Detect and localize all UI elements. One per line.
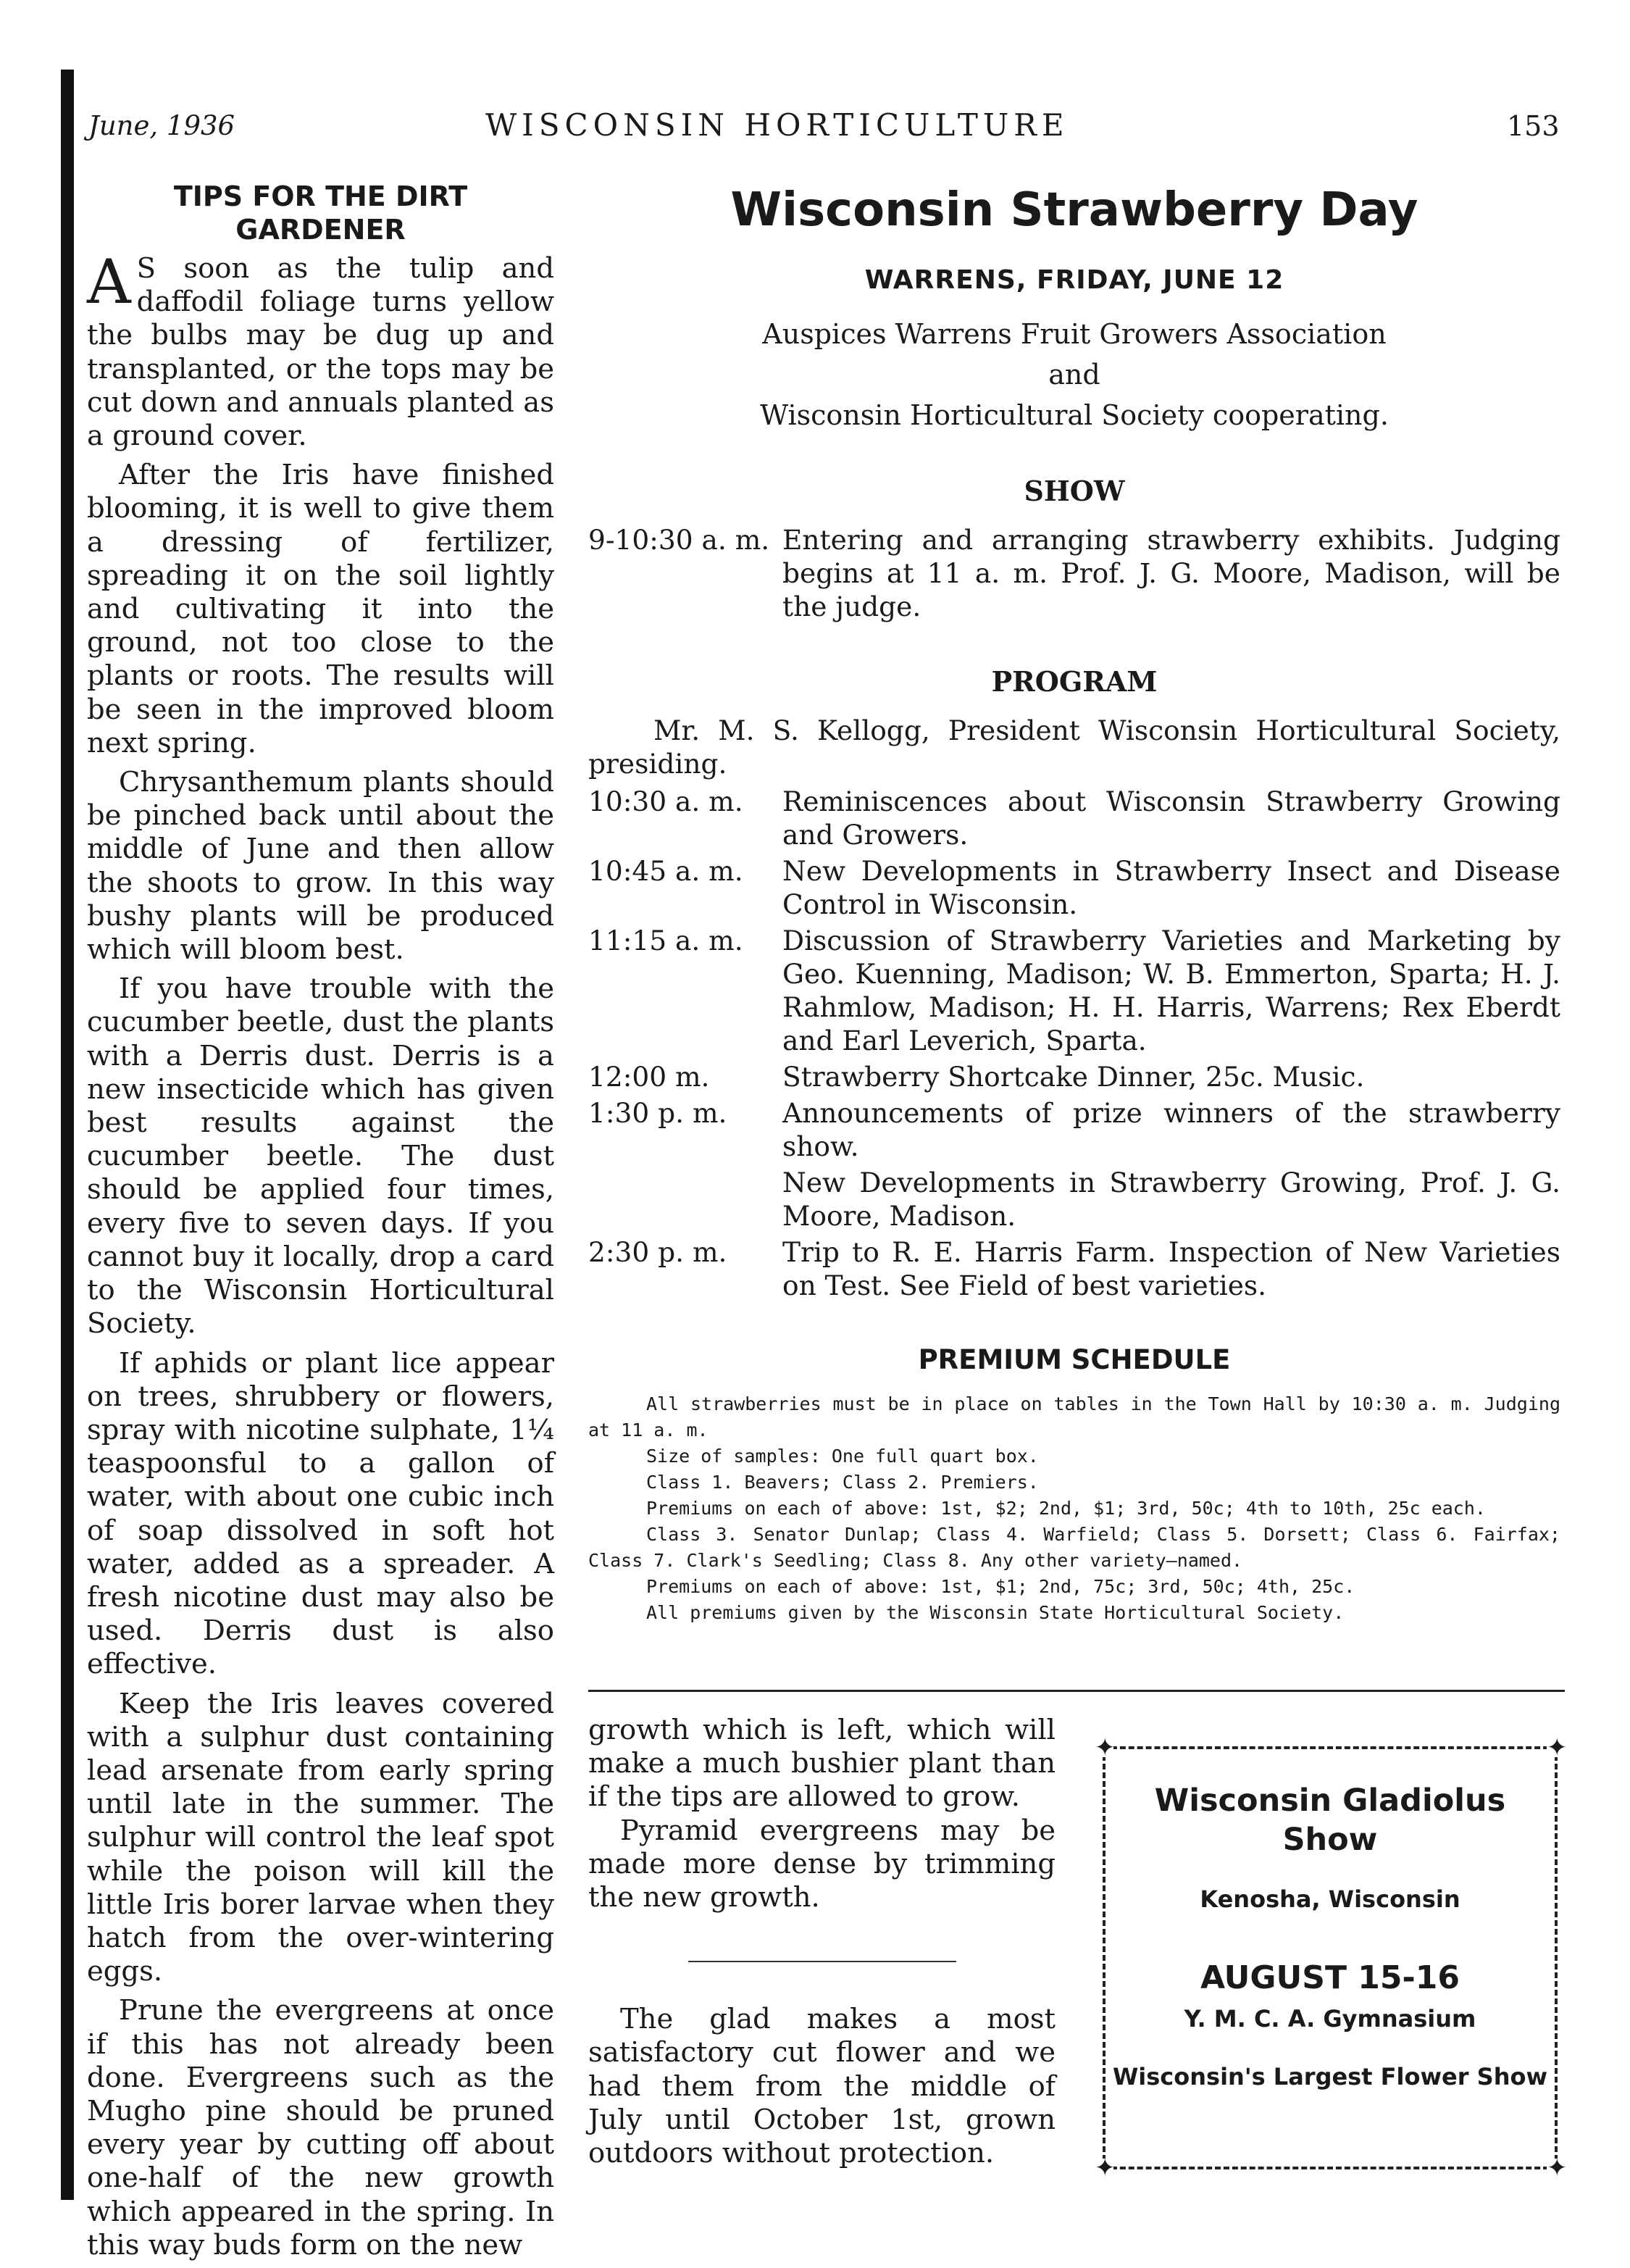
tips-paragraph-4: If you have trouble with the cucumber beetle, dust the plants with a Derris dust. Derris is a new insecticide which has given best results against the cucumber beetle. The dust should be applied four times, every five to seven days. If you cannot buy it locally, drop a card to the Wisconsin Horticultural Society. <box>87 972 554 1341</box>
premium-line: Premiums on each of above: 1st, $2; 2nd, $1; 3rd, 50c; 4th to 10th, 25c each. <box>646 1498 1486 1519</box>
page-binding-bar <box>61 70 74 2200</box>
tips-paragraph-2: After the Iris have finished blooming, it is well to give them a dressing of fertilizer, spreading it on the soil lightly and cultivating it into the ground, not too close to the plants or roots. The results will be seen in the improved bloom next spring. <box>87 459 554 759</box>
ornament-icon: ✦ <box>1095 2154 1116 2182</box>
tips-paragraph-3: Chrysanthemum plants should be pinched back until about the middle of June and then allow the shoots to grow. In this way bushy plants will be produced which will bloom best. <box>87 766 554 967</box>
tips-paragraph-5: If aphids or plant lice appear on trees, shrubbery or flowers, spray with nicotine sulphate, 1¼ teaspoonsful to a gallon of water, with about one cubic inch of soap dissolved in soft hot water, added as a spreader. A fresh nicotine dust may also be used. Derris dust is also effective. <box>87 1346 554 1681</box>
strawberry-day-article <box>588 181 1560 1626</box>
premium-line: All premiums given by the Wisconsin State Horticultural Society. <box>646 1602 1345 1623</box>
schedule-desc: Trip to R. E. Harris Farm. Inspection of New Varieties on Test. See Field of best varieties. <box>782 1236 1560 1301</box>
auspices-line-1: Auspices Warrens Fruit Growers Association <box>762 318 1387 350</box>
schedule-row <box>588 785 1560 854</box>
program-schedule <box>588 785 1560 1305</box>
schedule-time: 12:00 m. <box>588 1061 710 1093</box>
gladiolus-location: Kenosha, Wisconsin <box>1200 1885 1460 1913</box>
schedule-desc: Strawberry Shortcake Dinner, 25c. Music. <box>782 1061 1365 1093</box>
continued-paragraph-1: growth which is left, which will make a much bushier plant than if the tips are allowed to grow. <box>588 1714 1056 1814</box>
schedule-desc: Discussion of Strawberry Varieties and Marketing by Geo. Kuenning, Madison; W. B. Emmerton, Sparta; H. J. Rahmlow, Madison; H. H. Harris, Warrens; Rex Eberdt and Earl Leverich, Sparta. <box>782 925 1560 1056</box>
gladiolus-venue: Y. M. C. A. Gymnasium <box>1184 2005 1476 2033</box>
premium-heading: PREMIUM SCHEDULE <box>918 1344 1231 1375</box>
glad-paragraph: The glad makes a most satisfactory cut flower and we had them from the middle of July until October 1st, grown outdoors without protection. <box>588 2003 1056 2170</box>
premium-line: Premiums on each of above: 1st, $1; 2nd, 75c; 3rd, 50c; 4th, 25c. <box>646 1576 1355 1597</box>
schedule-time: 2:30 p. m. <box>588 1236 727 1268</box>
schedule-desc: Entering and arranging strawberry exhibits. Judging begins at 11 a. m. Prof. J. G. Moore, Madison, will be the judge. <box>782 524 1560 622</box>
schedule-row <box>588 523 1560 626</box>
page-number: 153 <box>1507 110 1560 142</box>
schedule-desc: Reminiscences about Wisconsin Strawberry Growing and Growers. <box>782 785 1560 851</box>
premium-schedule <box>588 1391 1560 1626</box>
event-auspices <box>588 314 1560 435</box>
schedule-time: 10:30 a. m. <box>588 785 743 817</box>
section-divider <box>588 1690 1565 1692</box>
ornament-icon: ✦ <box>1547 1733 1568 1762</box>
gladiolus-show-ad <box>1095 1733 1568 2182</box>
schedule-desc: New Developments in Strawberry Insect and Disease Control in Wisconsin. <box>782 855 1560 920</box>
show-schedule <box>588 523 1560 626</box>
schedule-row <box>588 1166 1560 1235</box>
gladiolus-tagline: Wisconsin's Largest Flower Show <box>1112 2063 1548 2090</box>
schedule-row <box>588 1235 1560 1305</box>
schedule-row <box>588 1060 1560 1096</box>
drop-cap: A <box>87 246 131 317</box>
gladiolus-title: Wisconsin Gladiolus Show <box>1154 1783 1506 1858</box>
continued-paragraph-2: Pyramid evergreens may be made more dense by trimming the new growth. <box>588 1814 1056 1914</box>
schedule-desc: New Developments in Strawberry Growing, Prof. J. G. Moore, Madison. <box>782 1167 1560 1232</box>
schedule-time: 1:30 p. m. <box>588 1097 727 1129</box>
short-divider <box>688 1961 956 1962</box>
auspices-line-2: and <box>1048 359 1100 391</box>
tips-paragraph-1 <box>87 246 554 453</box>
tips-paragraph-6: Keep the Iris leaves covered with a sulphur dust containing lead arsenate from early spring until late in the summer. The sulphur will control the leaf spot while the poison will kill the little Iris borer larvae when they hatch from the over-wintering eggs. <box>87 1687 554 1988</box>
schedule-time <box>588 1166 782 1235</box>
schedule-time: 11:15 a. m. <box>588 925 743 956</box>
tips-paragraph-7: Prune the evergreens at once if this has not already been done. Evergreens such as the Mugho pine should be pruned every year by cutting off about one-half of the new growth which appeared in the spring. In this way buds form on the new <box>87 1994 554 2261</box>
program-heading: PROGRAM <box>991 665 1158 698</box>
premium-line: Class 1. Beavers; Class 2. Premiers. <box>646 1472 1039 1493</box>
schedule-time: 9-10:30 a. m. <box>588 524 770 556</box>
continued-article <box>588 1714 1056 2170</box>
schedule-row <box>588 924 1560 1060</box>
ornament-icon: ✦ <box>1095 1733 1116 1762</box>
schedule-row <box>588 1096 1560 1166</box>
premium-line: Class 3. Senator Dunlap; Class 4. Warfield; Class 5. Dorsett; Class 6. Fairfax; Class 7. Clark's Seedling; Class 8. Any other variety—named. <box>588 1524 1560 1571</box>
schedule-row <box>588 854 1560 924</box>
event-title: Wisconsin Strawberry Day <box>730 183 1418 237</box>
premium-line: All strawberries must be in place on tables in the Town Hall by 10:30 a. m. Judging at 11 a. m. <box>588 1393 1560 1441</box>
event-subtitle: WARRENS, FRIDAY, JUNE 12 <box>864 265 1284 295</box>
tips-title: TIPS FOR THE DIRT GARDENER <box>173 180 468 246</box>
schedule-desc: Announcements of prize winners of the strawberry show. <box>782 1097 1560 1162</box>
issue-date: June, 1936 <box>88 110 235 141</box>
show-heading: SHOW <box>1024 475 1125 507</box>
gladiolus-dates: AUGUST 15-16 <box>1200 1959 1460 1996</box>
tips-article <box>87 180 554 2268</box>
auspices-line-3: Wisconsin Horticultural Society cooperating. <box>760 399 1389 431</box>
tips-paragraph-1-text: S soon as the tulip and daffodil foliage turns yellow the bulbs may be dug up and transplanted, or the tops may be cut down and annuals planted as a ground cover. <box>87 252 554 453</box>
journal-title: WISCONSIN HORTICULTURE <box>485 107 1069 143</box>
program-presiding: Mr. M. S. Kellogg, President Wisconsin Horticultural Society, presiding. <box>588 714 1560 780</box>
schedule-time: 10:45 a. m. <box>588 855 743 887</box>
premium-line: Size of samples: One full quart box. <box>646 1446 1039 1467</box>
ornament-icon: ✦ <box>1547 2154 1568 2182</box>
